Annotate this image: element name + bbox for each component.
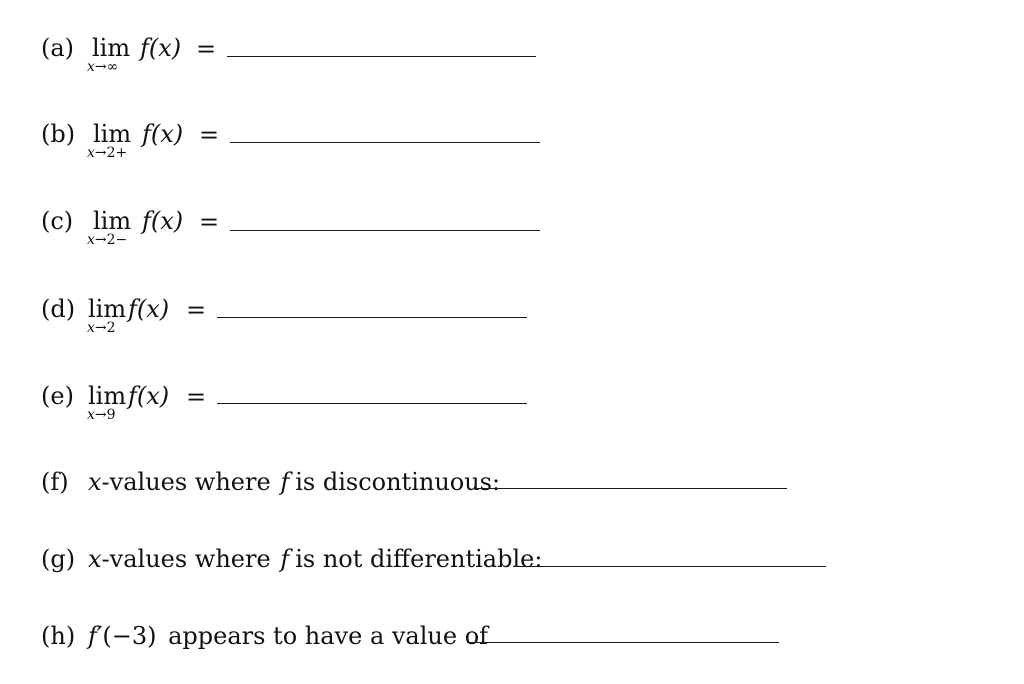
function-expression: f(x) [142,207,184,235]
equals-sign: = [196,35,217,63]
item-label: (c) [41,207,74,235]
function-expression: f(x) [140,34,182,62]
lim-operator: lim [88,295,127,323]
lim-operator: lim [88,382,127,410]
lim-subscript: x→2− [87,232,128,248]
answer-blank[interactable] [514,566,826,567]
item-label: (e) [41,382,74,410]
item-label: (a) [41,34,75,62]
answer-blank[interactable] [230,142,540,143]
lim-subscript: x→∞ [87,59,119,75]
lim-subscript: x→2 [87,320,116,336]
item-text: x-values where f is discontinuous: [88,468,501,496]
equals-sign: = [186,296,207,324]
function-expression: f(x) [128,382,170,410]
item-label: (d) [41,295,76,323]
lim-operator: lim [93,120,132,148]
item-text: x-values where f is not differentiable: [88,545,543,573]
answer-blank[interactable] [467,642,779,643]
answer-blank[interactable] [474,488,787,489]
item-label: (b) [41,120,76,148]
lim-operator: lim [93,207,132,235]
item-text: f′(−3) appears to have a value of [88,622,489,650]
answer-blank[interactable] [230,230,540,231]
answer-blank[interactable] [217,317,527,318]
function-expression: f(x) [128,295,170,323]
item-label: (h) [41,622,76,650]
item-label: (g) [41,545,76,573]
item-label: (f) [41,468,69,496]
answer-blank[interactable] [227,56,536,57]
function-expression: f(x) [142,120,184,148]
equals-sign: = [186,383,207,411]
answer-blank[interactable] [217,403,527,404]
equals-sign: = [199,208,220,236]
equals-sign: = [199,121,220,149]
lim-subscript: x→2+ [87,145,128,161]
lim-subscript: x→9 [87,407,116,423]
lim-operator: lim [92,34,131,62]
